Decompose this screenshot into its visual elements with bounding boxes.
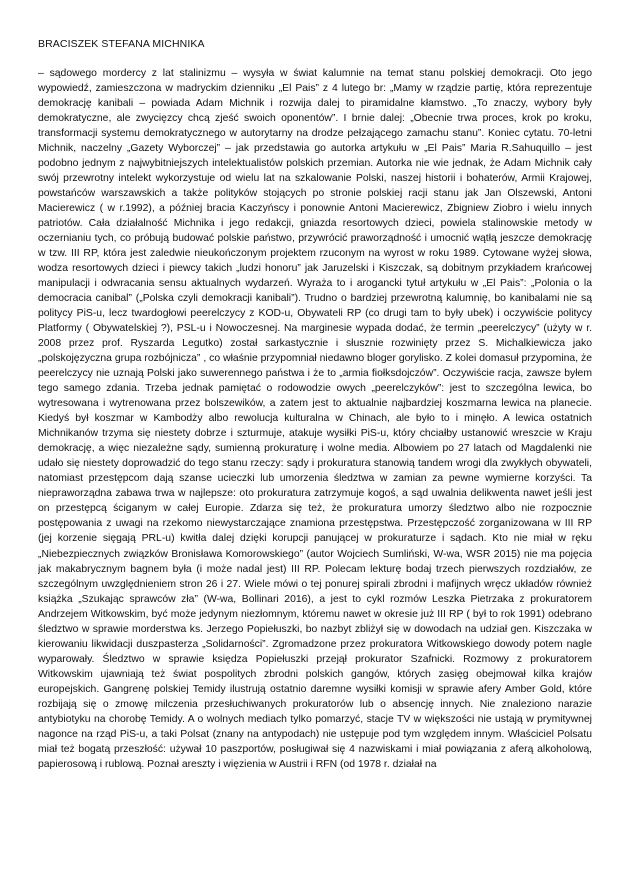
article-body: – sądowego mordercy z lat stalinizmu – wysyła w świat kalumnie na temat stanu polskiej demokracji. Oto jego wypowiedź, zamieszczona w madryckim dzienniku „El Pais” z 4 lutego br: „Mamy w rządzie partię, która reprezentuje demokrację kanibali – powiada Adam Michnik i rozwija dalej to piramidalne kłamstwo. „To znaczy, wybory były demokratyczne, ale zwycięzcy chcą zjeść swoich oponentów”. I brnie dalej: „Obecnie trwa proces, krok po kroku, transformacji systemu demokratycznego w autorytarny na drodze pełzającego zamachu stanu”. Koniec cytatu. 70-letni Michnik, naczelny „Gazety Wyborczej” – jak przedstawia go autorka artykułu w „El Pais” Maria R.Sahuquillo – jest podobno jednym z najwybitniejszych intelektualistów polskich przemian. Autorka nie wie jednak, że Adam Michnik cały swój przewrotny intelekt wykorzystuje od wielu lat na szkalowanie Polski, naszej historii i bohaterów, Armii Krajowej, powstańców warszawskich a także polityków stojących po stronie polskiej racji stanu jak Jan Olszewski, Antoni Macierewicz ( w r.1992), a później bracia Kaczyńscy i ponownie Antoni Macierewicz, Zbigniew Ziobro i wielu innych patriotów. Cała działalność Michnika i jego redakcji, gniazda resortowych dzieci, powiela stalinowskie metody w oczernianiu tych, co próbują budować polskie państwo, przywrócić praworządność i umocnić wątłą jeszcze demokrację w tzw. III RP, która jest zaledwie nieukończonym projektem rzuconym na wyrost w roku 1989. Cytowane wyżej słowa, wodza resortowych dzieci i piewcy takich „ludzi honoru” jak Jaruzelski i Kiszczak, są dobitnym przykładem krańcowej manipulacji i odwracania sensu aktualnych wydarzeń. Wyraża to i arogancki tytuł artykułu w „El Pais”: „Polonia o la democracia canibal” („Polska czyli demokracji kanibali”). Trudno o bardziej przewrotną kalumnię, bo kanibalami nie są politycy PiS-u, lecz twardogłowi peerelczycy z KOD-u, Obywateli RP (co drugi tam to były ubek) i oczywiście politycy Platformy ( Obywatelskiej ?), PSL-u i Nowoczesnej. Na marginesie wypada dodać, że termin „peerelczycy” (użyty w r. 2008 przez prof. Ryszarda Legutko) został sarkastycznie i słusznie rozwinięty przez S. Michalkiewicza jako „polskojęzyczna grupa rozbójnicza” , co właśnie przypomniał niedawno bloger gorylisko. Z kolei domasuł przypomina, że peerelczycy nie uznają Polski jako suwerennego państwa i że to „armia fiołksdojczów”. Oczywiście racja, zawsze byłem tego samego zdania. Trzeba jednak pamiętać o rodowodzie owych „peerelczyków”: jest to szczególna lewica, bo wytresowana i wytrenowana przez bolszewików, a zatem jest to aktualnie najbardziej koszmarna lewica na planecie. Kiedyś był koszmar w Kambodży albo rewolucja kulturalna w Chinach, ale było to i minęło. A lewica ostatnich Michnikanów trzyma się niestety dobrze i szturmuje, atakuje wysiłki PiS-u, który chciałby ustanowić wreszcie w Kraju demokrację, a więc niezależne sądy, sumienną prokuraturę i wolne media. Albowiem po 27 latach od Magdalenki nie udało się niestety doprowadzić do tego stanu rzeczy: sądy i prokuratura stanowią tandem wrogi dla zwykłych obywateli, natomiast przestępcom dają szanse ucieczki lub umorzenia śledztwa w zamian za pewne wymierne korzyści. Ta niepraworządna zabawa trwa w najlepsze: oto prokuratura zatrzymuje kogoś, a sąd uwalnia delikwenta nawet jeśli jest on przestępcą ściganym w całej Europie. Zdarza się też, że prokuratura umorzy śledztwo albo nie rozpocznie postępowania z uwagi na rzekomo niewystarczające znamiona przestępstwa. Przestępczość zorganizowana w III RP (jej korzenie sięgają PRL-u) kwitła dalej dzięki korupcji panującej w prokuraturze i sądach. Kto nie miał w ręku „Niebezpiecznych związków Bronisława Komorowskiego” (autor Wojciech Sumliński, W-wa, WSR 2015) nie ma pojęcia jak makabrycznym bagnem była (i może nadal jest) III RP. Polecam lekturę bodaj trzech pierwszych rozdziałów, ze szczególnym uwzględnieniem stron 26 i 27. Wiele mówi o tej ponurej spirali zbrodni i mafijnych wręcz układów również książka „Szukając sprawców zła” (W-wa, Bollinari 2016), a jest to cykl rozmów Leszka Pietrzaka z prokuratorem Andrzejem Witkowskim, być może jedynym niezłomnym, któremu nawet w okresie już III RP ( był to rok 1991) odebrano śledztwo w sprawie morderstwa ks. Jerzego Popiełuszki, bo nazbyt zbliżył się w dowodach na udział gen. Kiszczaka w kierowaniu likwidacji duszpasterza „Solidarności”. Zgromadzone przez prokuratora Witkowskiego dowody potem nagle wyparowały. Śledztwo w sprawie księdza Popiełuszki przejął prokurator Szafnicki. Rozmowy z prokuratorem Witkowskim ujawniają też świat pospolitych zbrodni polskich gangów, których zasięg obejmował kilka krajów europejskich. Gangrenę polskiej Temidy ilustrują ostatnio daremne wysiłki komisji w sprawie afery Amber Gold, które rozbijają się o zmowę milczenia przesłuchiwanych prokuratorów lub o absencję innych. Nie znaleziono narazie antybiotyku na chorobę Temidy. A o wolnych mediach tylko pomarzyć, stacje TV w większości nie ustają w prymitywnej nagonce na rząd PiS-u, a taki Polsat (znany na antypodach) nie ustępuje pod tym względem innym. Właściciel Polsatu miał też bogatą przeszłość: używał 10 paszportów, posługiwał się 4 nazwiskami i miał powiązania z aferą alkoholową, papierosową i rublową. Poznał areszty i więzienia w Austrii i RFN (od 1978 r. działał na	[38, 68, 592, 770]
page-title: BRACISZEK STEFANA MICHNIKA	[38, 38, 205, 50]
